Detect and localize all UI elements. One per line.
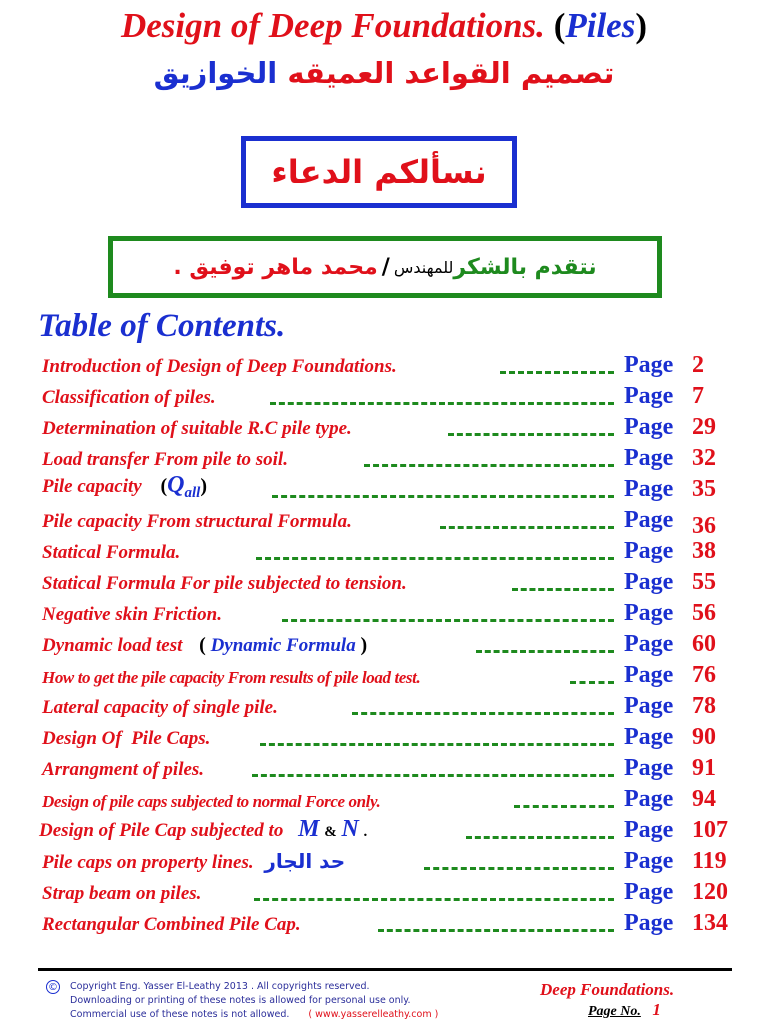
normal-force-symbol: N (341, 816, 359, 842)
personal-use-line: Downloading or printing of these notes is allowed for personal use only. (70, 995, 411, 1006)
leader-dashes (476, 650, 614, 653)
page-label: Page (624, 755, 674, 781)
footer-divider (38, 968, 732, 971)
page-number: 94 (692, 786, 716, 812)
page-label: Page (624, 724, 674, 750)
toc-entry[interactable] (42, 629, 742, 660)
page-no-value: 1 (652, 1000, 661, 1019)
toc-entry-title (42, 634, 367, 657)
toc-entry-title: Classification of piles. (42, 387, 216, 408)
toc-heading: Table of Contents. (38, 308, 286, 344)
leader-dashes (254, 898, 614, 901)
toc-entry-title (42, 849, 345, 874)
page-number: 7 (692, 383, 704, 409)
toc-entry[interactable] (42, 412, 742, 443)
leader-dashes (448, 433, 614, 436)
dynamic-formula-label: Dynamic Formula (210, 635, 356, 656)
title-main: Design of Deep Foundations. (121, 6, 545, 45)
copyright-icon: © (48, 981, 58, 993)
leader-dashes (378, 929, 614, 932)
ampersand: & (324, 824, 337, 840)
page-number: 29 (692, 414, 716, 440)
toc-entry-title: Design of pile caps subjected to normal Force only. (42, 792, 381, 811)
thanks-part1: نتقدم بالشكر (453, 254, 597, 280)
leader-dashes (440, 526, 614, 529)
page-number: 35 (692, 476, 716, 502)
page-label: Page (624, 352, 674, 378)
page-label: Page (624, 662, 674, 688)
toc-entry[interactable] (42, 660, 742, 691)
toc-entry[interactable] (42, 536, 742, 567)
page-label: Page (624, 476, 674, 502)
page-label: Page (624, 693, 674, 719)
page-number: 60 (692, 631, 716, 657)
period: . (363, 824, 368, 840)
toc-entry-title: Pile capacity From structural Formula. (42, 511, 352, 532)
page-number: 134 (692, 910, 728, 936)
commercial-use-line (70, 1008, 438, 1022)
page-number: 32 (692, 445, 716, 471)
page-label: Page (624, 879, 674, 905)
arabic-title-part2: الخوازيق (153, 56, 278, 90)
close-paren: ) (200, 475, 207, 497)
leader-dashes (570, 681, 614, 684)
toc-entry-title: Introduction of Design of Deep Foundations. (42, 356, 397, 377)
document-title (0, 6, 768, 46)
footer-notice (70, 980, 438, 1022)
page-number: 107 (692, 817, 728, 843)
page-label: Page (624, 910, 674, 936)
toc-entry[interactable] (42, 784, 742, 815)
page-label: Page (624, 383, 674, 409)
leader-dashes (352, 712, 614, 715)
toc-entry-title: How to get the pile capacity From results of pile load test. (42, 668, 421, 687)
toc-entry-title: Strap beam on piles. (42, 883, 202, 904)
page-label: Page (624, 817, 674, 843)
dua-box (241, 136, 517, 208)
toc-entry[interactable] (42, 443, 742, 474)
page-number: 90 (692, 724, 716, 750)
toc-entry-title: Lateral capacity of single pile. (42, 697, 278, 718)
thanks-slash: / (381, 254, 390, 280)
title-open-paren: ( (553, 6, 566, 45)
commercial-use-text: Commercial use of these notes is not allowed. (70, 1009, 290, 1020)
leader-dashes (514, 805, 614, 808)
toc-entry[interactable] (39, 815, 742, 846)
title-close-paren: ) (635, 6, 647, 45)
page-number: 76 (692, 662, 716, 688)
toc-entry-title: Arrangment of piles. (42, 759, 205, 780)
toc-entry[interactable] (42, 567, 742, 598)
footer-page-number (588, 1000, 661, 1020)
page-label: Page (624, 445, 674, 471)
website-link[interactable]: ( www.yasserelleathy.com ) (308, 1009, 439, 1020)
toc-entry[interactable] (42, 908, 742, 939)
toc-entry[interactable] (42, 753, 742, 784)
toc-entry[interactable] (42, 474, 742, 505)
toc-entry-title: Negative skin Friction. (42, 604, 222, 625)
page-number: 78 (692, 693, 716, 719)
q-symbol: Q (167, 472, 185, 498)
leader-dashes (364, 464, 614, 467)
page-label: Page (624, 848, 674, 874)
footer-brand: Deep Foundations. (540, 980, 675, 999)
page-number: 56 (692, 600, 716, 626)
leader-dashes (500, 371, 614, 374)
q-subscript: all (184, 485, 201, 501)
toc-entry-title: Determination of suitable R.C pile type. (42, 418, 352, 439)
thanks-box (108, 236, 662, 298)
page-number: 91 (692, 755, 716, 781)
toc-entry-title: Design Of Pile Caps. (42, 728, 211, 749)
toc-entry-title (42, 472, 207, 502)
leader-dashes (260, 743, 614, 746)
toc-entry-title: Rectangular Combined Pile Cap. (42, 914, 301, 935)
page-no-label: Page No. (588, 1004, 641, 1019)
page-label: Page (624, 414, 674, 440)
leader-dashes (466, 836, 614, 839)
arabic-title (0, 56, 768, 90)
toc-entry-title (39, 816, 367, 843)
moment-symbol: M (298, 816, 320, 842)
toc-entry-title: Load transfer From pile to soil. (42, 449, 288, 470)
page-number: 119 (692, 848, 727, 874)
toc-entry-text: Pile caps on property lines. (42, 852, 254, 873)
leader-dashes (256, 557, 614, 560)
page-label: Page (624, 786, 674, 812)
toc-entry[interactable] (42, 598, 742, 629)
arabic-inline-label: حد الجار (264, 849, 346, 873)
leader-dashes (512, 588, 614, 591)
copyright-line: Copyright Eng. Yasser El-Leathy 2013 . All copyrights reserved. (70, 981, 370, 992)
dua-text: نسألكم الدعاء (271, 153, 487, 191)
leader-dashes (282, 619, 614, 622)
leader-dashes (252, 774, 614, 777)
leader-dashes (270, 402, 614, 405)
page-number: 38 (692, 538, 716, 564)
open-paren: ( (160, 475, 168, 497)
toc-entry-title: Statical Formula. (42, 542, 181, 563)
page-number: 36 (692, 513, 716, 539)
title-subtitle: Piles (565, 6, 636, 45)
toc-entry-text: Pile capacity (42, 476, 142, 497)
toc-entry[interactable] (42, 381, 742, 412)
page-label: Page (624, 538, 674, 564)
toc-entry[interactable] (42, 350, 742, 381)
thanks-part3: محمد ماهر توفيق . (173, 254, 378, 280)
open-paren: ( (199, 634, 206, 656)
page-number: 2 (692, 352, 704, 378)
toc-entry-text: Dynamic load test (42, 635, 183, 656)
page-label: Page (624, 507, 674, 533)
close-paren: ) (360, 634, 368, 656)
page-label: Page (624, 600, 674, 626)
leader-dashes (424, 867, 614, 870)
toc-entry[interactable] (42, 722, 742, 753)
toc-entry[interactable] (42, 877, 742, 908)
page-number: 120 (692, 879, 728, 905)
page-label: Page (624, 569, 674, 595)
toc-entry[interactable] (42, 505, 742, 539)
toc-entry-text: Design of Pile Cap subjected to (39, 820, 284, 841)
toc-entry[interactable] (42, 691, 742, 722)
page-number: 55 (692, 569, 716, 595)
thanks-part2: للمهندس (393, 257, 454, 277)
toc-entry[interactable] (42, 846, 742, 877)
arabic-title-part1: تصميم القواعد العميقه (287, 56, 615, 90)
leader-dashes (272, 495, 614, 498)
toc-entry-title: Statical Formula For pile subjected to tension. (42, 573, 407, 594)
page-label: Page (624, 631, 674, 657)
